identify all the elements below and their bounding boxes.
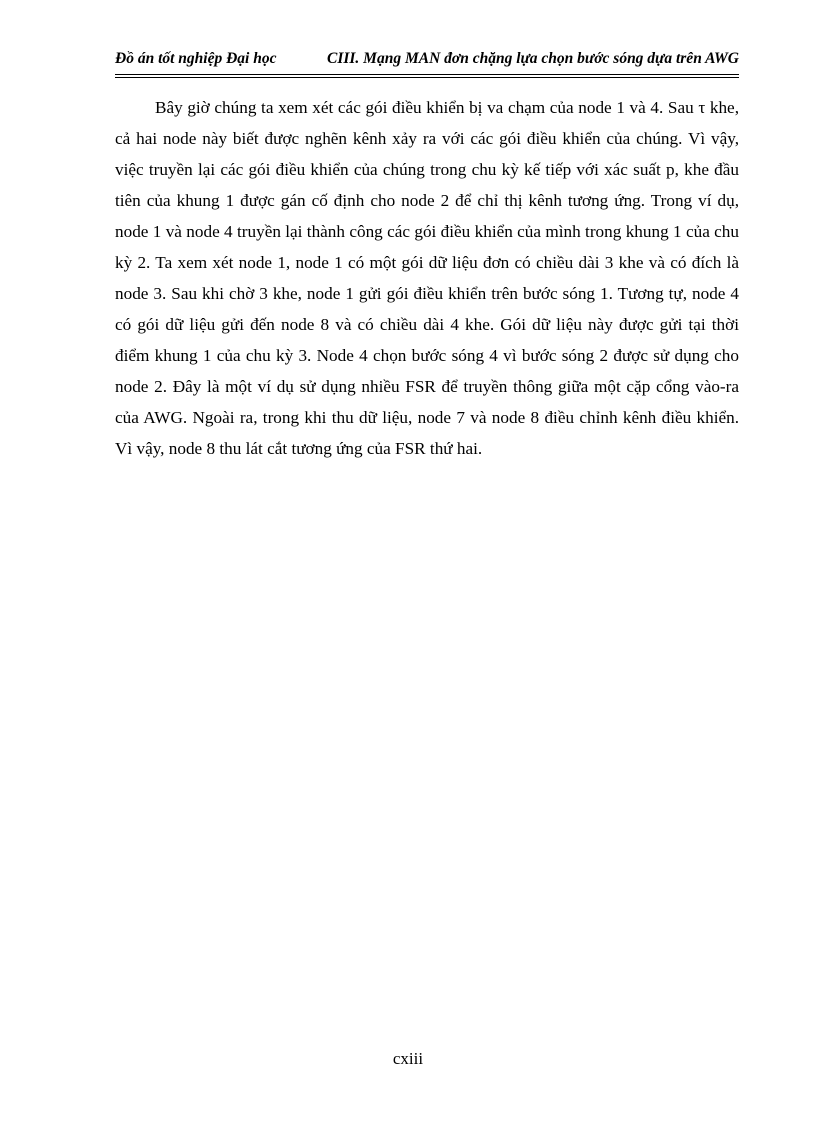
page-header xyxy=(115,48,739,78)
page-number: cxiii xyxy=(392,1049,424,1068)
page-body xyxy=(115,92,739,464)
body-paragraph: Bây giờ chúng ta xem xét các gói điều khiển bị va chạm của node 1 và 4. Sau τ khe, cả hai node này biết được nghẽn kênh xảy ra với các gói điều khiển của chúng. Vì vậy, việc truyền lại các gói điều khiển của chúng trong chu kỳ kế tiếp với xác suất p, khe đầu tiên của khung 1 được gán cố định cho node 2 để chỉ thị kênh tương ứng. Trong ví dụ, node 1 và node 4 truyền lại thành công các gói điều khiển của mình trong khung 1 của chu kỳ 2. Ta xem xét node 1, node 1 có một gói dữ liệu đơn có chiều dài 3 khe và có đích là node 3. Sau khi chờ 3 khe, node 1 gửi gói điều khiển trên bước sóng 1. Tương tự, node 4 có gói dữ liệu gửi đến node 8 và có chiều dài 4 khe. Gói dữ liệu này được gửi tại thời điểm khung 1 của chu kỳ 3. Node 4 chọn bước sóng 4 vì bước sóng 2 được sử dụng cho node 2. Đây là một ví dụ sử dụng nhiều FSR để truyền thông giữa một cặp cổng vào-ra của AWG. Ngoài ra, trong khi thu dữ liệu, node 7 và node 8 điều chỉnh kênh điều khiển. Vì vậy, node 8 thu lát cắt tương ứng của FSR thứ hai. xyxy=(115,98,739,458)
header-chapter-title: CIII. Mạng MAN đơn chặng lựa chọn bước sóng dựa trên AWG xyxy=(327,50,739,67)
header-document-title: Đồ án tốt nghiệp Đại học xyxy=(115,50,277,67)
